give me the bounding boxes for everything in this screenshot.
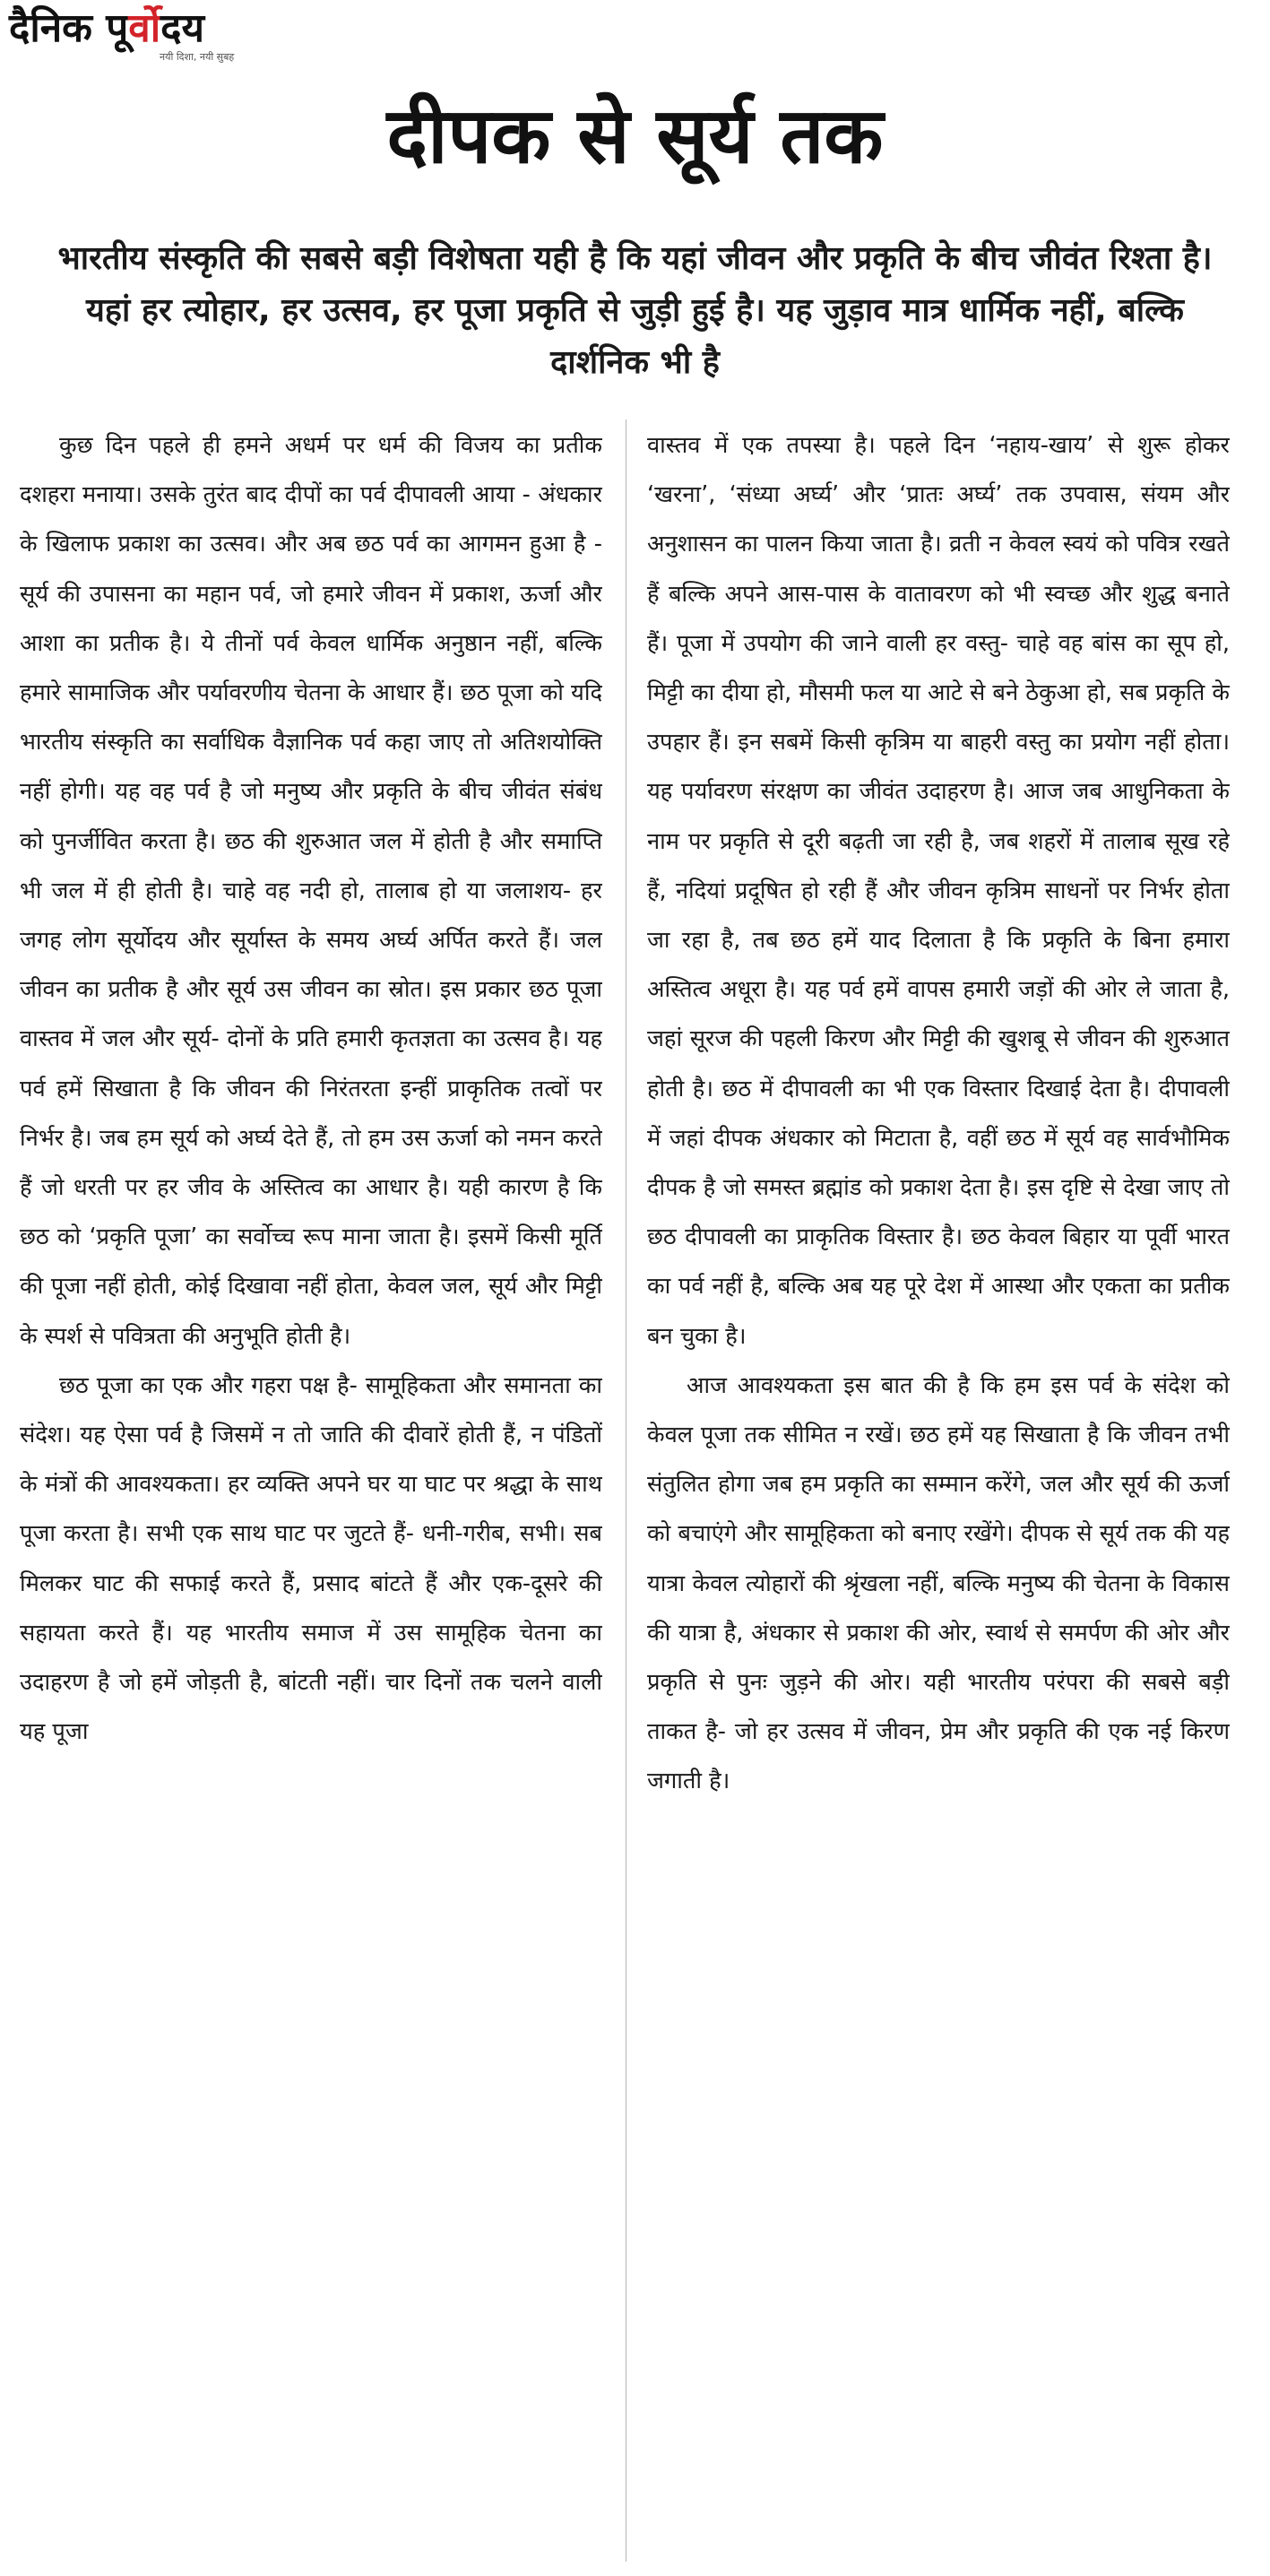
article-deck: भारतीय संस्कृति की सबसे बड़ी विशेषता यही है कि यहां जीवन और प्रकृति के बीच जीवंत रिश्ता है। यहां हर त्योहार, हर उत्सव, हर पूजा प्रकृति से जुड़ी हुई है। यह जुड़ाव मात्र धार्मिक नहीं, बल्कि दार्शनिक भी है [57, 240, 1213, 381]
logo-accent-text: र्वो [128, 5, 161, 51]
article-headline: दीपक से सूर्य तक [386, 91, 884, 181]
body-paragraph: छठ पूजा का एक और गहरा पक्ष है- सामूहिकता और समानता का संदेश। यह ऐसा पर्व है जिसमें न तो जाति की दीवारें होती हैं, न पंडितों के मंत्रों की आवश्यकता। हर व्यक्ति अपने घर या घाट पर श्रद्धा के साथ पूजा करता है। सभी एक साथ घाट पर जुटते हैं- धनी-गरीब, सभी। सब मिलकर घाट की सफाई करते हैं, प्रसाद बांटते हैं और एक-दूसरे की सहायता करते हैं। यह भारतीय समाज में उस सामूहिक चेतना का उदाहरण है जो हमें जोड़ती है, बांटती नहीं। चार दिनों तक चलने वाली यह पूजा [20, 1371, 602, 1746]
body-paragraph: कुछ दिन पहले ही हमने अधर्म पर धर्म की विजय का प्रतीक दशहरा मनाया। उसके तुरंत बाद दीपों का पर्व दीपावली आया - अंधकार के खिलाफ प्रकाश का उत्सव। और अब छठ पर्व का आगमन हुआ है - सूर्य की उपासना का महान पर्व, जो हमारे जीवन में प्रकाश, ऊर्जा और आशा का प्रतीक है। ये तीनों पर्व केवल धार्मिक अनुष्ठान नहीं, बल्कि हमारे सामाजिक और पर्यावरणीय चेतना के आधार हैं। छठ पूजा को यदि भारतीय संस्कृति का सर्वाधिक वैज्ञानिक पर्व कहा जाए तो अतिशयोक्ति नहीं होगी। यह वह पर्व है जो मनुष्य और प्रकृति के बीच जीवंत संबंध को पुनर्जीवित करता है। छठ की शुरुआत जल में होती है और समाप्ति भी जल में ही होती है। चाहे वह नदी हो, तालाब हो या जलाशय- हर जगह लोग सूर्योदय और सूर्यास्त के समय अर्घ्य अर्पित करते हैं। जल जीवन का प्रतीक है और सूर्य उस जीवन का स्रोत। इस प्रकार छठ पूजा वास्तव में जल और सूर्य- दोनों के प्रति हमारी कृतज्ञता का उत्सव है। यह पर्व हमें सिखाता है कि जीवन की निरंतरता इन्हीं प्राकृतिक तत्वों पर निर्भर है। जब हम सूर्य को अर्घ्य देते हैं, तो हम उस ऊर्जा को नमन करते हैं जो धरती पर हर जीव के अस्तित्व का आधार है। यही कारण है कि छठ को ‘प्रकृति पूजा’ का सर्वोच्च रूप माना जाता है। इसमें किसी मूर्ति की पूजा नहीं होती, कोई दिखावा नहीं होता, केवल जल, सूर्य और मिट्टी के स्पर्श से पवित्रता की अनुभूति होती है। [20, 432, 602, 1350]
logo-tail-text: दय [160, 5, 205, 51]
logo-tagline: नयी दिशा, नयी सुबह [160, 51, 235, 63]
body-paragraph: आज आवश्यकता इस बात की है कि हम इस पर्व के संदेश को केवल पूजा तक सीमित न रखें। छठ हमें यह सिखाता है कि जीवन तभी संतुलित होगा जब हम प्रकृति का सम्मान करेंगे, जल और सूर्य की ऊर्जा को बचाएंगे और सामूहिकता को बनाए रखेंगे। दीपक से सूर्य तक की यह यात्रा केवल त्योहारों की श्रृंखला नहीं, बल्कि मनुष्य की चेतना के विकास की यात्रा है, अंधकार से प्रकाश की ओर, स्वार्थ से समर्पण की ओर और प्रकृति से पुनः जुड़ने की ओर। यही भारतीय परंपरा की सबसे बड़ी ताकत है- जो हर उत्सव में जीवन, प्रेम और प्रकृति की एक नई किरण जगाती है। [647, 1371, 1230, 1795]
left-column [20, 421, 602, 2572]
right-column [647, 421, 1230, 2572]
logo-main-text: दैनिक पू [9, 5, 129, 51]
masthead [9, 4, 278, 68]
newspaper-logo [9, 4, 204, 54]
body-paragraph: वास्तव में एक तपस्या है। पहले दिन ‘नहाय-खाय’ से शुरू होकर ‘खरना’, ‘संध्या अर्घ्य’ और ‘प्रातः अर्घ्य’ तक उपवास, संयम और अनुशासन का पालन किया जाता है। व्रती न केवल स्वयं को पवित्र रखते हैं बल्कि अपने आस-पास के वातावरण को भी स्वच्छ और शुद्ध बनाते हैं। पूजा में उपयोग की जाने वाली हर वस्तु- चाहे वह बांस का सूप हो, मिट्टी का दीया हो, मौसमी फल या आटे से बने ठेकुआ हो, सब प्रकृति के उपहार हैं। इन सबमें किसी कृत्रिम या बाहरी वस्तु का प्रयोग नहीं होता। यह पर्यावरण संरक्षण का जीवंत उदाहरण है। आज जब आधुनिकता के नाम पर प्रकृति से दूरी बढ़ती जा रही है, जब शहरों में तालाब सूख रहे हैं, नदियां प्रदूषित हो रही हैं और जीवन कृत्रिम साधनों पर निर्भर होता जा रहा है, तब छठ हमें याद दिलाता है कि प्रकृति के बिना हमारा अस्तित्व अधूरा है। यह पर्व हमें वापस हमारी जड़ों की ओर ले जाता है, जहां सूरज की पहली किरण और मिट्टी की खुशबू से जीवन की शुरुआत होती है। छठ में दीपावली का भी एक विस्तार दिखाई देता है। दीपावली में जहां दीपक अंधकार को मिटाता है, वहीं छठ में सूर्य वह सार्वभौमिक दीपक है जो समस्त ब्रह्मांड को प्रकाश देता है। इस दृष्टि से देखा जाए तो छठ दीपावली का प्राकृतिक विस्तार है। छठ केवल बिहार या पूर्वी भारत का पर्व नहीं है, बल्कि अब यह पूरे देश में आस्था और एकता का प्रतीक बन चुका है। [647, 432, 1230, 1350]
